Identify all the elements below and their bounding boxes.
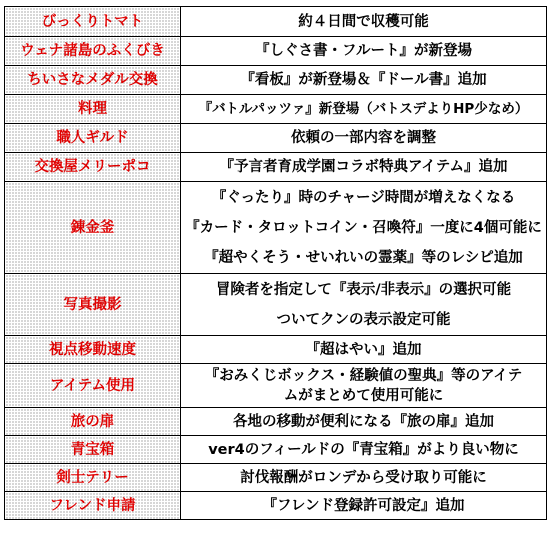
row-description: [181, 408, 547, 436]
table-row: [5, 336, 547, 364]
table-row: [5, 124, 547, 153]
row-label: 青宝箱: [5, 436, 181, 464]
row-label: びっくりトマト: [5, 7, 181, 37]
table-row: [5, 364, 547, 408]
table-row: [5, 153, 547, 182]
table-row: [5, 182, 547, 274]
row-label: 交換屋メリーポコ: [5, 153, 181, 182]
row-description: [181, 153, 547, 182]
row-description: [181, 336, 547, 364]
table-row: [5, 66, 547, 95]
table-row: [5, 37, 547, 66]
description-line: 『カード・タロットコイン・召喚符』一度に4個可能に: [185, 219, 542, 236]
description-line: 各地の移動が便利になる『旅の扉』追加: [233, 413, 494, 430]
table-row: [5, 274, 547, 336]
description-line: 『予言者育成学園コラボ特典アイテム』追加: [219, 159, 508, 175]
description-line: 『フレンド登録許可設定』追加: [262, 497, 465, 514]
row-description: [181, 492, 547, 520]
table-row: [5, 95, 547, 124]
description-line: 依頼の一部内容を調整: [291, 130, 436, 146]
table-row: [5, 7, 547, 37]
row-label: 剣士テリー: [5, 464, 181, 492]
row-description: [181, 37, 547, 66]
table-row: [5, 492, 547, 520]
description-line: 冒険者を指定して『表示/非表示』の選択可能: [215, 281, 512, 298]
row-label: アイテム使用: [5, 364, 181, 408]
description-line: 『バトルパッツァ』新登場（バトスデよりHP少なめ）: [198, 101, 529, 117]
description-line: 『おみくじボックス・経験値の聖典』等のアイテ: [204, 367, 523, 384]
row-description: [181, 182, 547, 274]
description-line: 『しぐさ書・フルート』が新登場: [255, 43, 472, 59]
row-label: 写真撮影: [5, 274, 181, 336]
description-line: 討伐報酬がロンデから受け取り可能に: [240, 469, 487, 486]
row-description: [181, 95, 547, 124]
row-description: [181, 274, 547, 336]
table-row: [5, 464, 547, 492]
row-label: ウェナ諸島のふくびき: [5, 37, 181, 66]
row-description: [181, 364, 547, 408]
table-row: [5, 436, 547, 464]
description-line: ついてクンの表示設定可能: [276, 311, 451, 328]
description-line: 『ぐったり』時のチャージ時間が増えなくなる: [211, 189, 516, 206]
row-label: 旅の扉: [5, 408, 181, 436]
row-label: 職人ギルド: [5, 124, 181, 153]
row-label: 錬金釜: [5, 182, 181, 274]
description-line: 『看板』が新登場＆『ドール書』追加: [240, 72, 487, 88]
description-line: ver4のフィールドの『青宝箱』がより良い物に: [208, 441, 519, 458]
table-row: [5, 408, 547, 436]
description-line: 『超はやい』追加: [305, 341, 422, 358]
description-line: 約４日間で収穫可能: [298, 13, 429, 30]
row-description: [181, 464, 547, 492]
row-description: [181, 66, 547, 95]
row-description: [181, 436, 547, 464]
description-line: ムがまとめて使用可能に: [283, 387, 444, 404]
description-line: 『超やくそう・せいれいの霊薬』等のレシピ追加: [204, 249, 523, 266]
row-label: フレンド申請: [5, 492, 181, 520]
row-label: 料理: [5, 95, 181, 124]
row-description: [181, 7, 547, 37]
row-label: 視点移動速度: [5, 336, 181, 364]
row-label: ちいさなメダル交換: [5, 66, 181, 95]
update-list-table: [4, 6, 547, 520]
row-description: [181, 124, 547, 153]
